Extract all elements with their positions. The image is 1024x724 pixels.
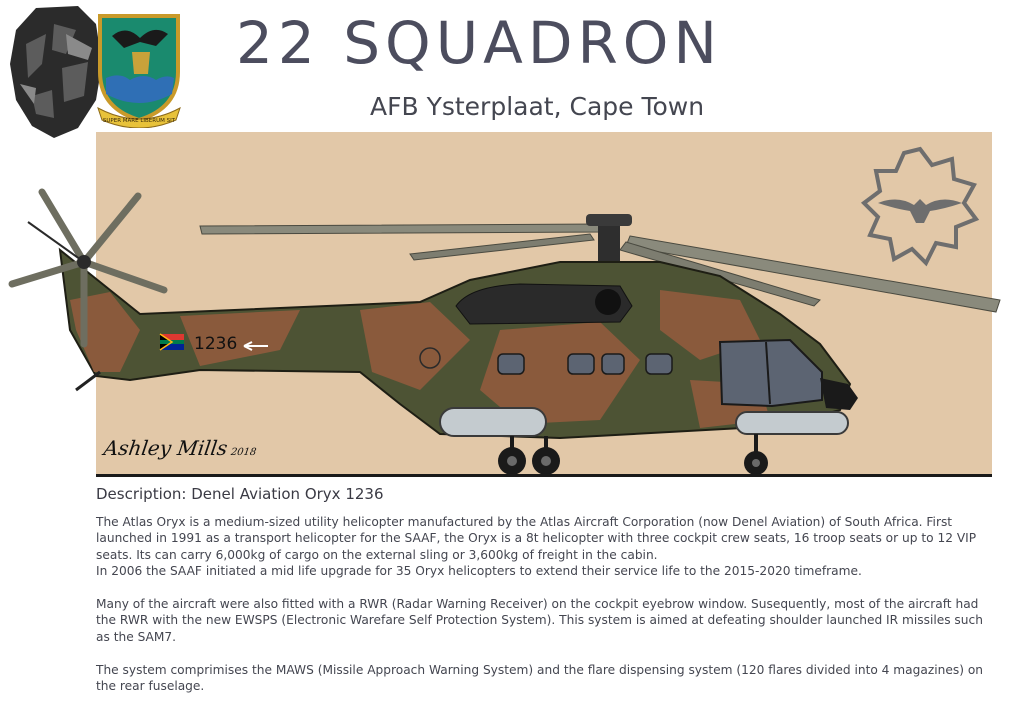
description-paragraph: The system comprimises the MAWS (Missile Approach Warning System) and the flare dispensing system (120 flares divided into 4 magazines) on the rear fuselage. (96, 662, 984, 694)
page-subtitle: AFB Ysterplaat, Cape Town (370, 92, 705, 121)
description-paragraph: Many of the aircraft were also fitted with a RWR (Radar Warning Receiver) on the cockpit eyebrow window. Susequently, most of the aircraft had the RWR with the new EWSPS (Electronic Warefare Self Protection System). This system is aimed at defeating shoulder launched IR missiles such as the SAM7. (96, 597, 983, 644)
page-title: 22 SQUADRON (236, 9, 722, 77)
squadron-crest (96, 12, 182, 128)
crest-motto: SUPER MARE LIBERUM SIT (102, 118, 176, 124)
aircraft-serial: 1236 (194, 334, 238, 354)
description-body (96, 514, 996, 694)
description-heading: Description: Denel Aviation Oryx 1236 (96, 485, 384, 503)
signature-year: 2018 (230, 447, 258, 458)
artist-signature (102, 436, 258, 460)
description-paragraph: The Atlas Oryx is a medium-sized utility helicopter manufactured by the Atlas Aircraft Corporation (now Denel Aviation) of South Africa. First launched in 1991 as a transport helicopter for the SAAF, the Oryx is a 8t helicopter with three cockpit crew seats, 16 troop seats or up to 12 VIP seats. Its can carry 6,000kg of cargo on the external sling or 3,600kg of freight in the cabin. (96, 515, 977, 562)
lion-head-logo (6, 4, 104, 140)
description-paragraph: In 2006 the SAAF initiated a mid life upgrade for 35 Oryx helicopters to extend their service life to the 2015-2020 timeframe. (96, 564, 862, 579)
south-africa-flag-icon (160, 334, 184, 350)
ground-line (96, 474, 992, 477)
helicopter-illustration (0, 180, 1024, 480)
signature-name: Ashley Mills (102, 436, 230, 460)
